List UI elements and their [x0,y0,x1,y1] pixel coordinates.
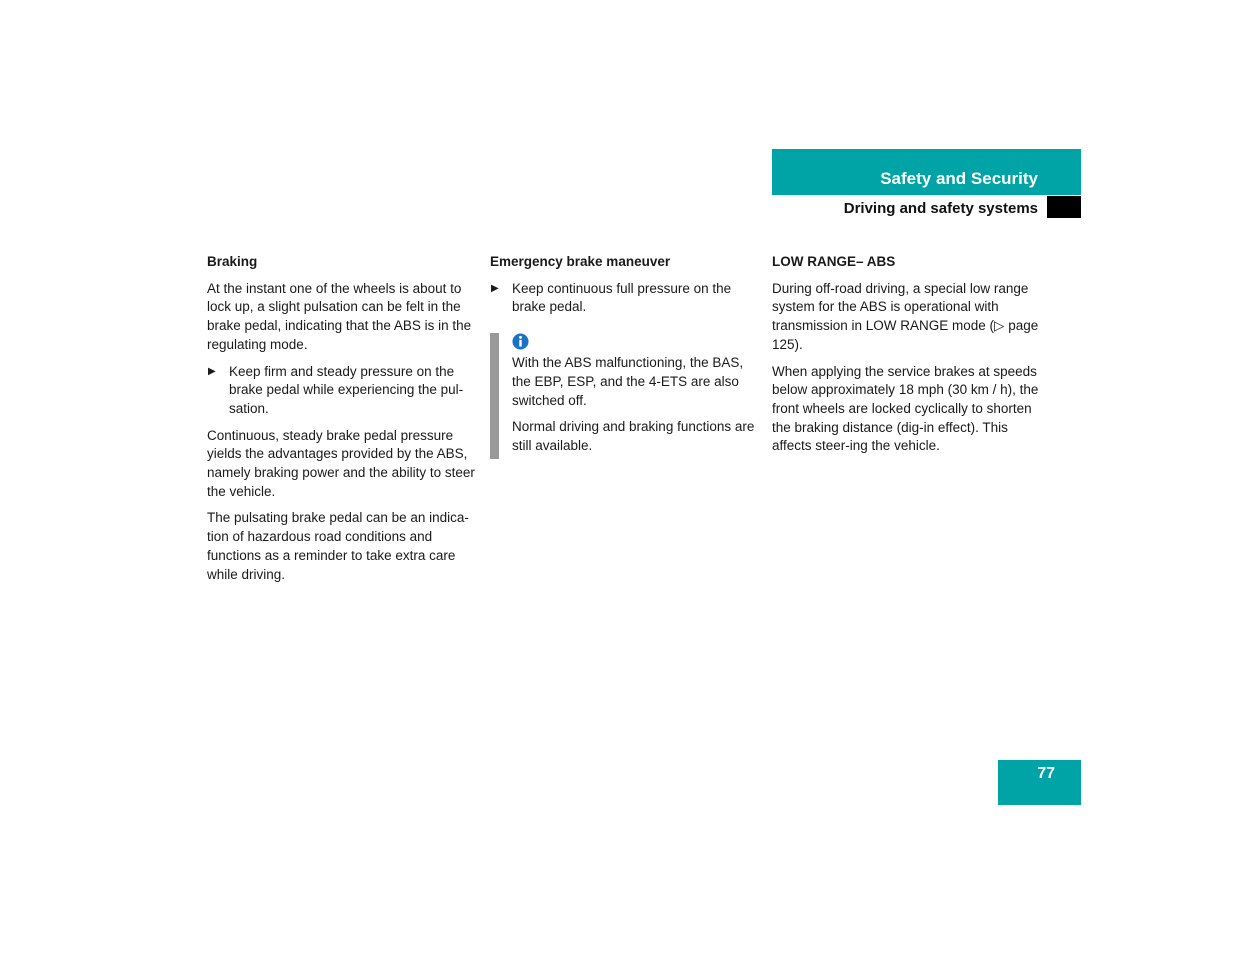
heading-low-range-abs: LOW RANGE– ABS [772,254,896,269]
paragraph: When applying the service brakes at speeds below approximately 18 mph (30 km / h), the front wheels are locked cyclically to shorten the braking distance (dig-in effect). This affects steer-ing the vehicle. [772,363,1039,454]
section-header-band [772,149,1081,195]
subsection-title: Driving and safety systems [843,200,1038,217]
info-paragraph: Normal driving and braking functions are still available. [512,419,755,453]
info-paragraph: With the ABS malfunctioning, the BAS, the EBP, ESP, and the 4-ETS are also switched off. [512,355,744,408]
paragraph: During off-road driving, a special low range system for the ABS is operational with transmission in LOW RANGE mode (▷ page 125). [772,280,1039,352]
page-number-box [998,760,1081,805]
paragraph: At the instant one of the wheels is about to lock up, a slight pulsation can be felt in the brake pedal, indicating that the ABS is in the regulating mode. [207,280,472,352]
paragraph: The pulsating brake pedal can be an indica-tion of hazardous road conditions and functions as a reminder to take extra care while driving. [207,510,469,582]
info-note [490,333,758,459]
column-braking [207,253,475,592]
page-number: 77 [1037,765,1055,782]
heading-braking: Braking [207,254,258,269]
heading-emergency-brake: Emergency brake maneuver [490,254,671,269]
instruction-bullet [490,280,758,317]
column-low-range-abs [772,253,1040,464]
bullet-text: Keep continuous full pressure on the brake pedal. [512,280,732,315]
info-note-bar [490,333,499,459]
triangle-bullet-icon: ▶ [491,282,499,294]
paragraph: Continuous, steady brake pedal pressure yields the advantages provided by the ABS, namely braking power and the ability to steer the vehicle. [207,427,475,499]
section-title: Safety and Security [880,169,1038,188]
chapter-tab-marker [1047,196,1081,218]
triangle-bullet-icon: ▶ [208,365,216,377]
instruction-bullet [207,363,475,419]
bullet-text: Keep firm and steady pressure on the brake pedal while experiencing the pul-sation. [229,363,464,416]
column-emergency-brake [490,253,758,459]
info-icon [512,333,529,350]
